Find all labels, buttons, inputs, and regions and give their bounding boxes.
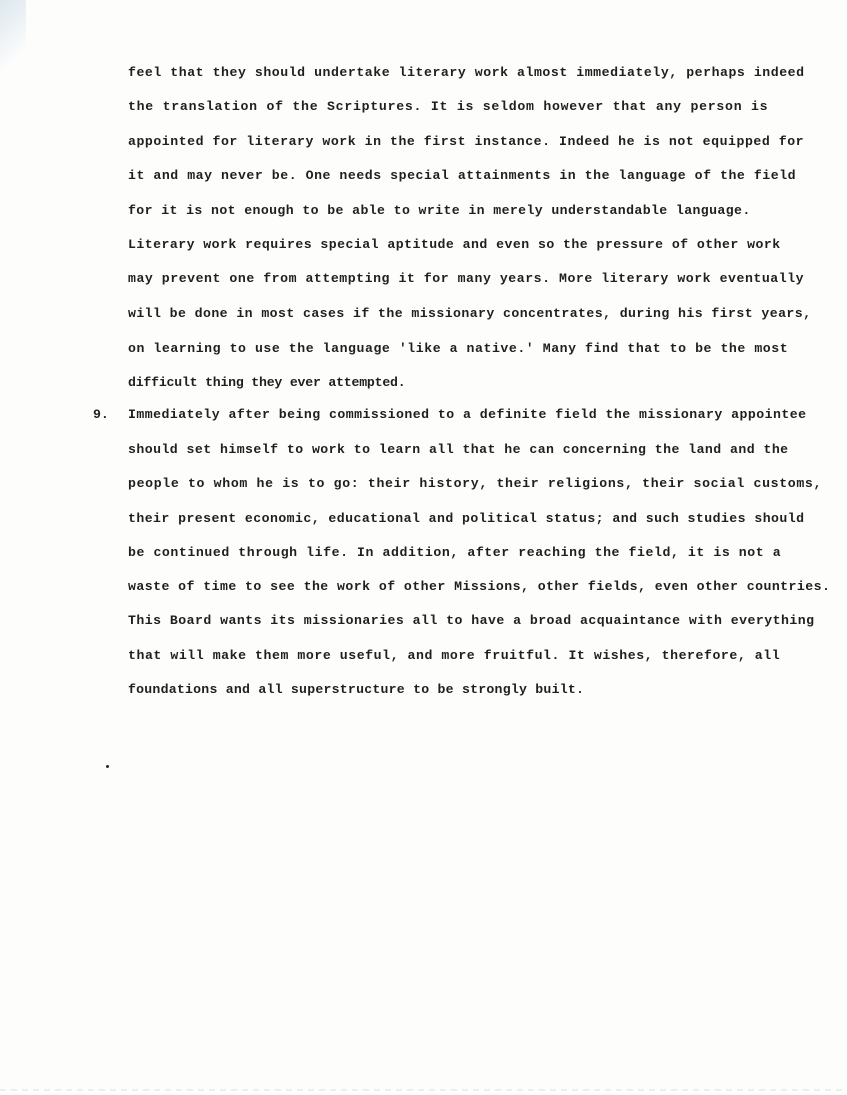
text-line: This Board wants its missionaries all to have a broad acquaintance with everything [128, 613, 815, 628]
item-number: 9. [93, 407, 109, 422]
text-line: foundations and all superstructure to be strongly built. [128, 682, 585, 697]
scan-corner-shadow [0, 0, 26, 70]
text-line: difficult thing they ever attempted. [128, 375, 406, 390]
text-line: waste of time to see the work of other Missions, other fields, even other countries. [128, 579, 831, 594]
text-line: their present economic, educational and political status; and such studies should [128, 511, 805, 526]
text-line: will be done in most cases if the missionary concentrates, during his first years, [128, 306, 812, 321]
text-line: people to whom he is to go: their history, their religions, their social customs, [128, 476, 823, 491]
text-line: be continued through life. In addition, after reaching the field, it is not a [128, 545, 782, 560]
text-line: Immediately after being commissioned to a definite field the missionary appointee [128, 407, 807, 422]
text-line: for it is not enough to be able to write in merely understandable language. [128, 203, 751, 218]
scan-bottom-edge [0, 1089, 847, 1091]
text-line: Literary work requires special aptitude and even so the pressure of other work [128, 237, 781, 252]
text-line: on learning to use the language 'like a native.' Many find that to be the most [128, 341, 789, 356]
text-line: appointed for literary work in the first instance. Indeed he is not equipped for [128, 134, 805, 149]
text-line: that will make them more useful, and more fruitful. It wishes, therefore, all [128, 648, 781, 663]
text-line: should set himself to work to learn all that he can concerning the land and the [128, 442, 789, 457]
text-line: the translation of the Scriptures. It is seldom however that any person is [128, 99, 769, 114]
text-line: it and may never be. One needs special attainments in the language of the field [128, 168, 797, 183]
ink-speck [106, 765, 109, 768]
text-line: feel that they should undertake literary work almost immediately, perhaps indeed [128, 65, 805, 80]
text-line: may prevent one from attempting it for many years. More literary work eventually [128, 271, 805, 286]
